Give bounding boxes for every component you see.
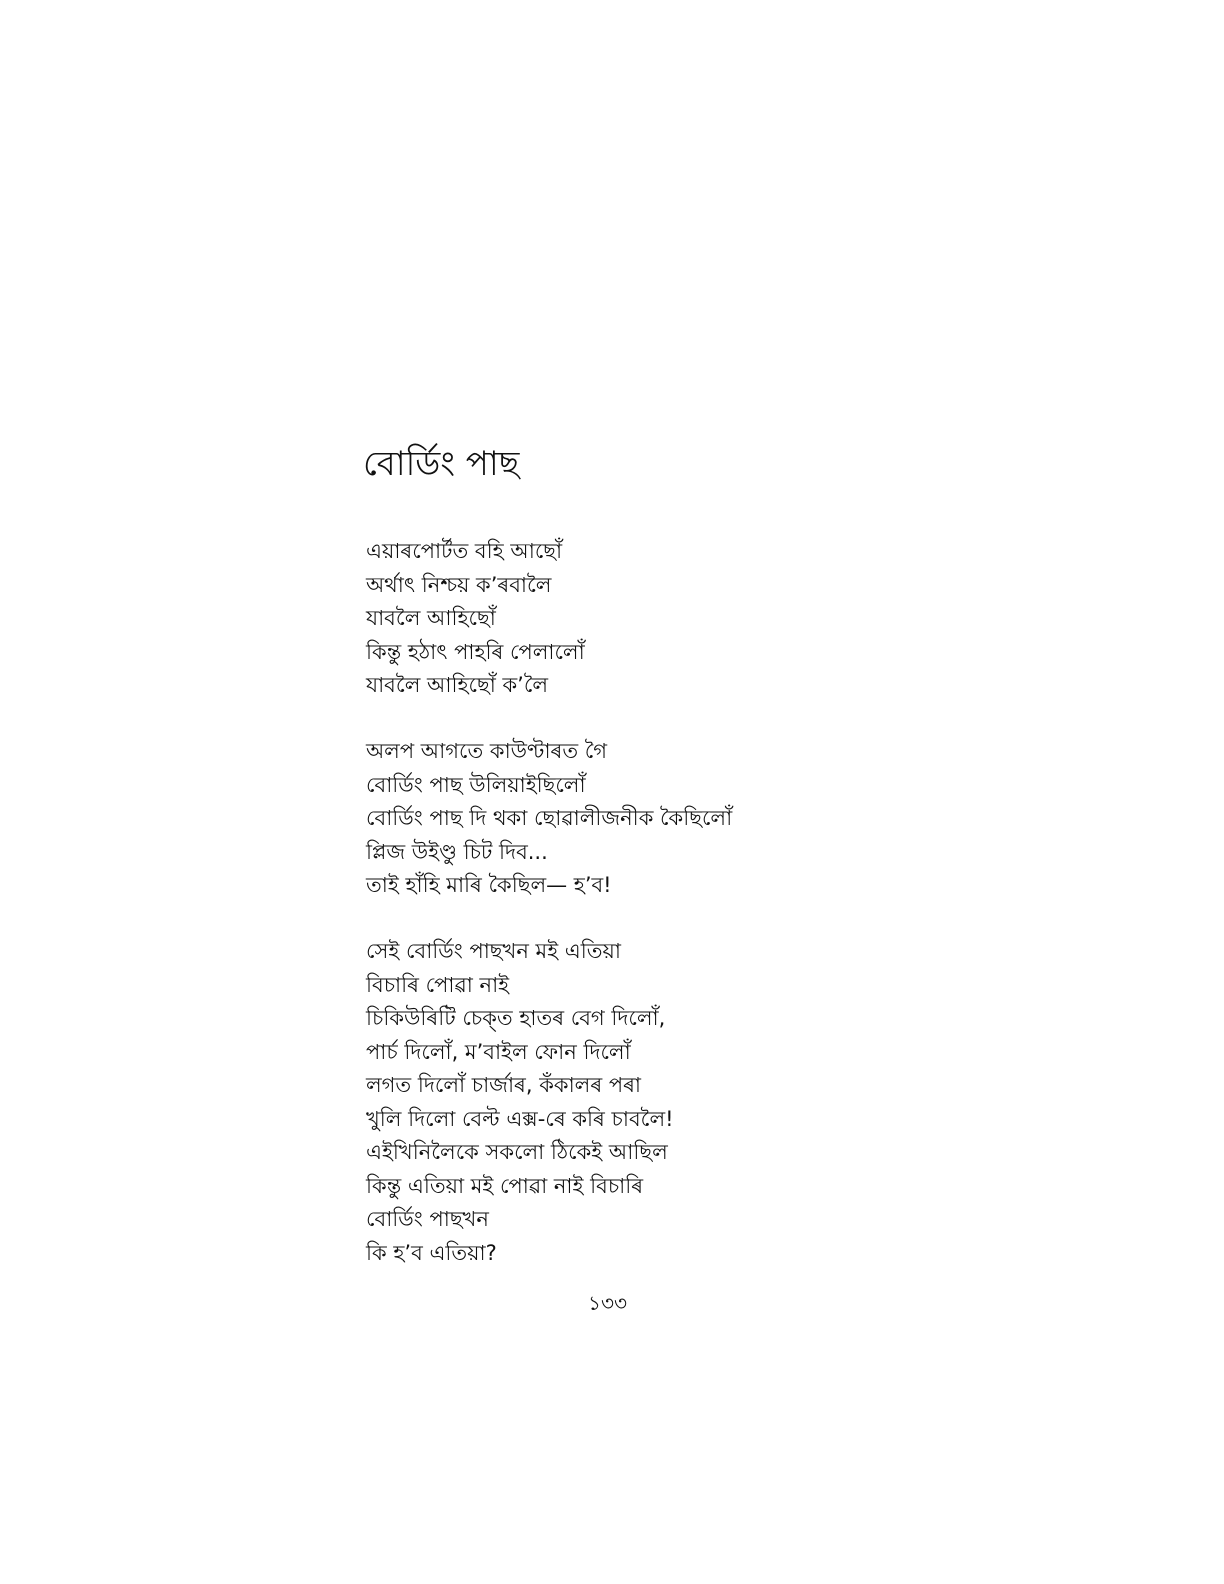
poem-line: পাৰ্চ দিলোঁ, ম’বাইল ফোন দিলোঁ <box>366 1039 631 1064</box>
poem-line: এয়াৰপোৰ্টত বহি আছোঁ <box>366 539 563 563</box>
stanza-2 <box>366 735 732 903</box>
poem-line: চিকিউৰিটি চেক্‌ত হাতৰ বেগ দিলোঁ, <box>366 1006 666 1030</box>
poem-line: বোৰ্ডিং পাছ দি থকা ছোৱালীজনীক কৈছিলোঁ <box>366 806 733 830</box>
page-number: ১৩৩ <box>588 1291 627 1315</box>
poem-line: অলপ আগতে কাউণ্টাৰত গৈ <box>366 739 608 763</box>
poem-line: এইখিনিলৈকে সকলো ঠিকেই আছিল <box>366 1140 668 1164</box>
poem-line: তাই হাঁহি মাৰি কৈছিল— হ’ব! <box>366 873 612 897</box>
poem-line: বোৰ্ডিং পাছখন <box>366 1207 489 1231</box>
poem-line: অৰ্থাৎ নিশ্চয় ক’ৰবালৈ <box>366 572 552 597</box>
poem-line: প্লিজ উইণ্ডু চিট দিব... <box>366 839 548 864</box>
poem-title: বোৰ্ডিং পাছ <box>363 444 520 484</box>
stanza-1 <box>366 535 585 703</box>
poem-line: কিন্তু হঠাৎ পাহৰি পেলালোঁ <box>366 639 585 664</box>
poem-line: যাবলৈ আহিছোঁ <box>366 606 496 630</box>
poem-line: বোৰ্ডিং পাছ উলিয়াইছিলোঁ <box>366 772 586 797</box>
poem-line: বিচাৰি পোৱা নাই <box>366 972 510 997</box>
poem-line: লগত দিলোঁ চাৰ্জাৰ, কঁকালৰ পৰা <box>366 1073 641 1097</box>
poem-line: যাবলৈ আহিছোঁ ক’লৈ <box>366 673 548 697</box>
poem-line: কিন্তু এতিয়া মই পোৱা নাই বিচাৰি <box>366 1173 644 1198</box>
stanza-3 <box>366 935 674 1270</box>
poem-line: সেই বোৰ্ডিং পাছখন মই এতিয়া <box>366 939 621 963</box>
poem-line: কি হ’ব এতিয়া? <box>366 1240 497 1265</box>
poem-line: খুলি দিলো বেল্ট এক্স-ৰে কৰি চাবলৈ! <box>366 1106 674 1131</box>
